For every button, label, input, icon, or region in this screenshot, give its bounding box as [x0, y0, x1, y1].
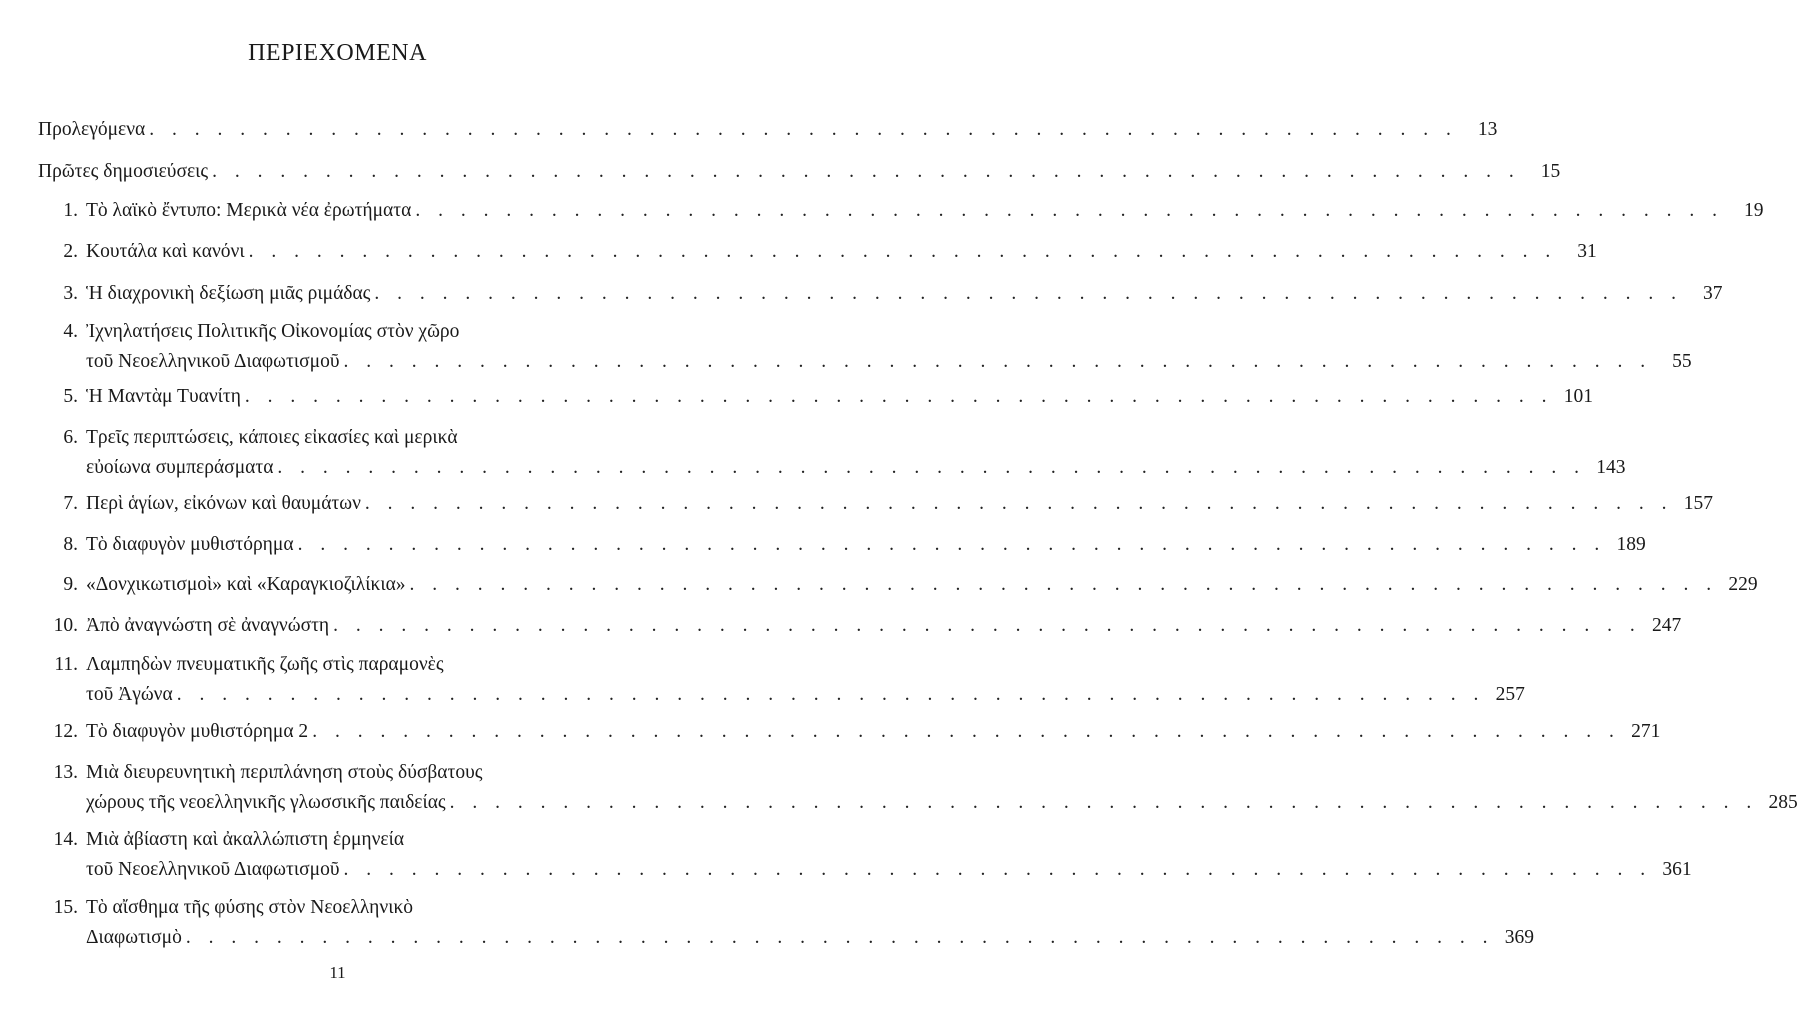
entry-page-number: 55 [1672, 351, 1692, 372]
entry-number: 9. [63, 574, 78, 595]
entry-number: 11. [54, 654, 78, 675]
entry-number: 12. [53, 721, 78, 742]
entry-number: 3. [63, 283, 78, 304]
toc-entry [38, 825, 1692, 885]
entry-title: Τὸ διαφυγὸν μυθιστόρημα [86, 534, 294, 555]
leader-dots: . . . . . . . . . . . . . . . . . . . . . . . . . . . . . . . . . . . . . . . . . . . . . . . . . . . . . . . . . . [244, 386, 1554, 407]
leader-dots: . . . . . . . . . . . . . . . . . . . . . . . . . . . . . . . . . . . . . . . . . . . . . . . . . . . . . . . . . . [343, 351, 1652, 372]
entry-page-number: 13 [1477, 119, 1498, 140]
entry-number: 13. [53, 762, 78, 783]
entry-title: Ἀπὸ ἀναγνώστη σὲ ἀναγνώστη [86, 615, 330, 636]
leader-dots: . . . . . . . . . . . . . . . . . . . . . . . . . . . . . . . . . . . . . . . . . . . . . . . . . . . . . . . . . . [364, 493, 1674, 514]
entry-page-number: 31 [1577, 241, 1597, 262]
entry-page-number: 189 [1616, 534, 1646, 555]
entry-page-number: 229 [1728, 574, 1758, 595]
toc-entry [38, 650, 1525, 710]
entry-number: 1. [63, 200, 78, 221]
entry-number: 2. [63, 241, 78, 262]
toc-entry [38, 530, 1646, 560]
entry-number: 14. [53, 829, 78, 850]
entry-page-number: 37 [1703, 283, 1723, 304]
leader-dots: . . . . . . . . . . . . . . . . . . . . . . . . . . . . . . . . . . . . . . . . . . . . . . . . . . . . . . . . . . [248, 241, 1557, 262]
entry-title: Περὶ ἁγίων, εἰκόνων καὶ θαυμάτων [86, 493, 361, 514]
entry-page-number: 361 [1662, 859, 1692, 880]
toc-entry [38, 758, 1798, 818]
entry-number: 8. [63, 534, 78, 555]
entry-title: Κουτάλα καὶ κανόνι [86, 241, 245, 262]
entry-number: 15. [53, 897, 78, 918]
entry-title-line-1: Τὸ αἴσθημα τῆς φύσης στὸν Νεοελληνικὸ [86, 897, 414, 918]
toc-entry [38, 157, 1561, 187]
entry-page-number: 19 [1743, 200, 1764, 221]
leader-dots: . . . . . . . . . . . . . . . . . . . . . . . . . . . . . . . . . . . . . . . . . . . . . . . . . . . . . . . . . . [374, 283, 1683, 304]
page-number-footer: 11 [329, 963, 346, 982]
leader-dots: . . . . . . . . . . . . . . . . . . . . . . . . . . . . . . . . . . . . . . . . . . . . . . . . . . . . . . . . . . [343, 859, 1652, 880]
entry-title: Πρῶτες δημοσιεύσεις [38, 161, 209, 182]
leader-dots: . . . . . . . . . . . . . . . . . . . . . . . . . . . . . . . . . . . . . . . . . . . . . . . . . . . . . . . . . . [333, 615, 1642, 636]
toc-entry [38, 237, 1597, 267]
toc-entry [38, 382, 1594, 412]
entry-title-line-2: χώρους τῆς νεοελληνικῆς γλωσσικῆς παιδείας [86, 792, 446, 813]
entry-page-number: 271 [1631, 721, 1661, 742]
entry-page-number: 369 [1504, 927, 1535, 948]
toc-entry [38, 893, 1535, 953]
toc-entry [38, 423, 1626, 483]
entry-title-line-1: Μιὰ διευρευνητικὴ περιπλάνηση στοὺς δύσβατους [86, 762, 483, 783]
entry-page-number: 101 [1563, 386, 1594, 407]
entry-number: 10. [53, 615, 78, 636]
entry-title-line-1: Τρεῖς περιπτώσεις, κάποιες εἰκασίες καὶ μερικὰ [86, 427, 458, 448]
leader-dots: . . . . . . . . . . . . . . . . . . . . . . . . . . . . . . . . . . . . . . . . . . . . . . . . . . . . . . . . . . [212, 161, 1521, 182]
entry-title: «Δονχικωτισμοὶ» καὶ «Καραγκιοζιλίκια» [86, 574, 406, 595]
entry-page-number: 15 [1540, 161, 1561, 182]
entry-number: 7. [63, 493, 78, 514]
toc-entry [38, 115, 1498, 145]
leader-dots: . . . . . . . . . . . . . . . . . . . . . . . . . . . . . . . . . . . . . . . . . . . . . . . . . . . . . . . . . . [277, 457, 1586, 478]
entry-page-number: 285 [1768, 792, 1798, 813]
entry-title-line-1: Λαμπηδὼν πνευματικῆς ζωῆς στὶς παραμονὲς [86, 654, 444, 675]
entry-title-line-2: εὐοίωνα συμπεράσματα [86, 457, 274, 478]
leader-dots: . . . . . . . . . . . . . . . . . . . . . . . . . . . . . . . . . . . . . . . . . . . . . . . . . . . . . . . . . . [149, 119, 1458, 140]
entry-title-line-2: τοῦ Νεοελληνικοῦ Διαφωτισμοῦ [86, 859, 340, 880]
entry-title: Προλεγόμενα [38, 119, 146, 140]
entry-page-number: 257 [1495, 684, 1525, 705]
entry-title-line-1: Ἰχνηλατήσεις Πολιτικῆς Οἰκονομίας στὸν χῶρο [86, 321, 460, 342]
leader-dots: . . . . . . . . . . . . . . . . . . . . . . . . . . . . . . . . . . . . . . . . . . . . . . . . . . . . . . . . . . [409, 574, 1718, 595]
entry-title-line-2: τοῦ Ἀγώνα [86, 684, 173, 705]
entry-number: 5. [63, 386, 78, 407]
entry-title: Τὸ διαφυγὸν μυθιστόρημα 2 [86, 721, 309, 742]
entry-title-line-2: Διαφωτισμὸ [86, 927, 182, 948]
entry-title-line-1: Μιὰ ἀβίαστη καὶ ἀκαλλώπιστη ἑρμηνεία [86, 829, 405, 850]
toc-entry [38, 196, 1764, 226]
leader-dots: . . . . . . . . . . . . . . . . . . . . . . . . . . . . . . . . . . . . . . . . . . . . . . . . . . . . . . . . . . [449, 792, 1758, 813]
toc-entry [38, 570, 1758, 600]
toc-entry [38, 279, 1723, 309]
entry-number: 4. [63, 321, 78, 342]
leader-dots: . . . . . . . . . . . . . . . . . . . . . . . . . . . . . . . . . . . . . . . . . . . . . . . . . . . . . . . . . . [415, 200, 1724, 221]
leader-dots: . . . . . . . . . . . . . . . . . . . . . . . . . . . . . . . . . . . . . . . . . . . . . . . . . . . . . . . . . . [185, 927, 1495, 948]
toc-entry [38, 489, 1714, 519]
entry-page-number: 247 [1652, 615, 1682, 636]
toc-entry [38, 317, 1692, 377]
entry-title: Ἡ διαχρονικὴ δεξίωση μιᾶς ριμάδας [86, 283, 371, 304]
leader-dots: . . . . . . . . . . . . . . . . . . . . . . . . . . . . . . . . . . . . . . . . . . . . . . . . . . . . . . . . . . [176, 684, 1485, 705]
entry-title: Ἡ Μαντὰμ Τυανίτη [86, 386, 241, 407]
entry-page-number: 157 [1683, 493, 1714, 514]
entry-title: Τὸ λαϊκὸ ἔντυπο: Μερικὰ νέα ἐρωτήματα [86, 200, 412, 221]
entry-title-line-2: τοῦ Νεοελληνικοῦ Διαφωτισμοῦ [86, 351, 340, 372]
entry-page-number: 143 [1596, 457, 1626, 478]
page-title: ΠΕΡΙΕΧΟΜΕΝΑ [248, 40, 427, 66]
entry-number: 6. [63, 427, 78, 448]
leader-dots: . . . . . . . . . . . . . . . . . . . . . . . . . . . . . . . . . . . . . . . . . . . . . . . . . . . . . . . . . . [297, 534, 1606, 555]
toc-entry [38, 717, 1661, 747]
toc-entry [38, 611, 1682, 641]
leader-dots: . . . . . . . . . . . . . . . . . . . . . . . . . . . . . . . . . . . . . . . . . . . . . . . . . . . . . . . . . . [312, 721, 1621, 742]
